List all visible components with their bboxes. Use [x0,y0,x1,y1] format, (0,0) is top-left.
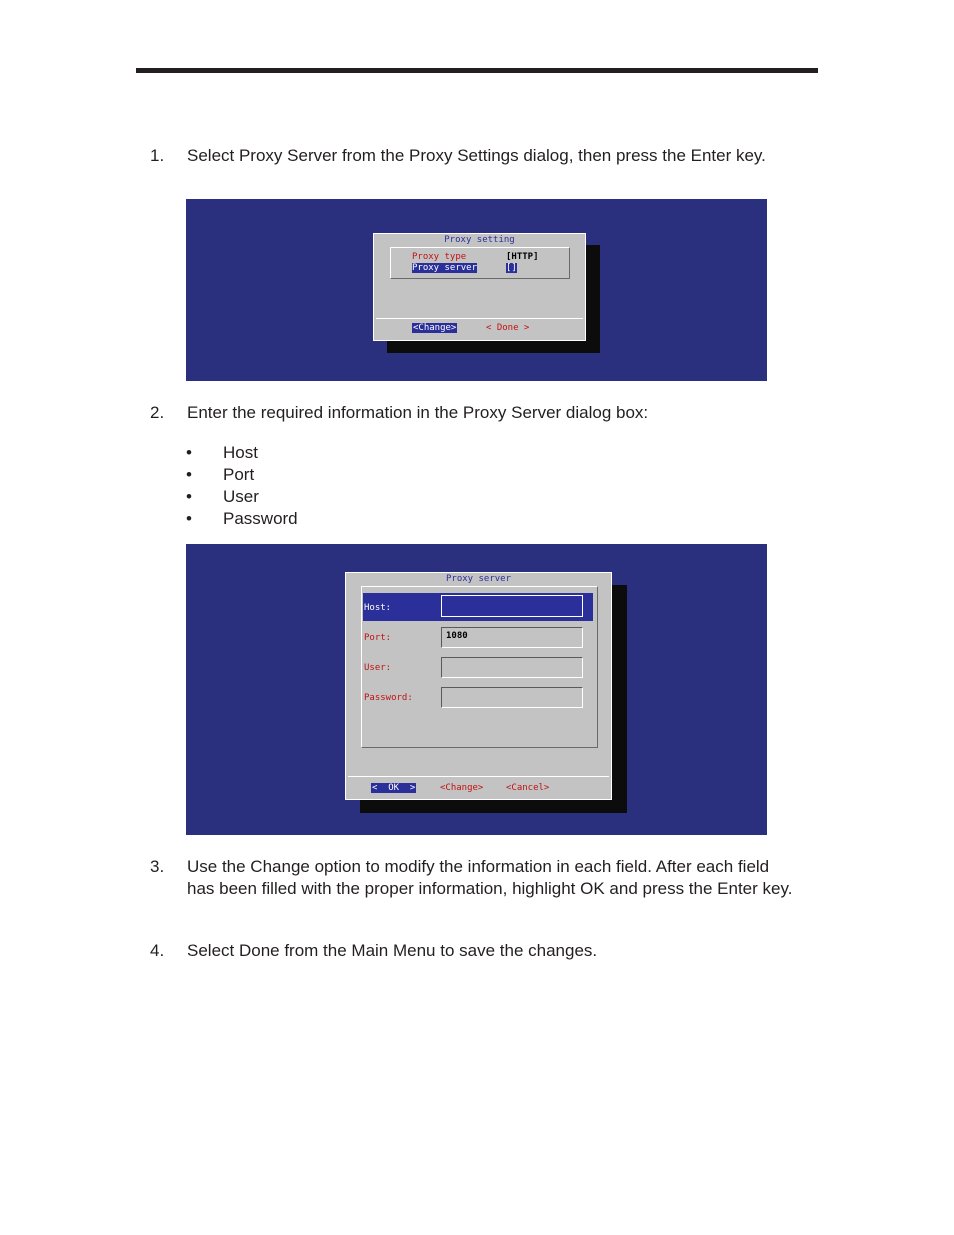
step-number: 3. [150,857,165,876]
list-item-text: User [223,487,259,506]
change-button[interactable]: <Change> [413,323,457,333]
proxy-type-value: [HTTP] [506,252,539,262]
done-button[interactable]: < Done > [486,323,530,333]
dialog-separator [376,318,583,319]
list-item [186,486,298,508]
step-number: 4. [150,941,165,960]
list-item-text: Host [223,443,258,462]
list-item [186,464,298,486]
proxy-server-dialog [345,572,612,800]
dialog-title: Proxy server [445,574,512,584]
bullet-mark: • [186,443,192,462]
step-text: Select Proxy Server from the Proxy Settings dialog, then press the Enter key. [187,146,766,165]
host-label: Host: [364,603,392,613]
user-input[interactable] [441,657,583,678]
step-number: 1. [150,146,165,165]
port-input[interactable]: 1080 [441,627,583,648]
bullet-mark: • [186,509,192,528]
proxy-server-screenshot [186,544,767,835]
proxy-server-label[interactable]: Proxy server [412,263,478,273]
header-rule [136,68,818,73]
step-text: Select Done from the Main Menu to save the changes. [187,941,598,960]
list-item-text: Port [223,465,255,484]
step-text: Enter the required information in the Proxy Server dialog box: [187,403,649,422]
list-item [186,508,298,530]
proxy-type-label[interactable]: Proxy type [412,252,467,262]
ok-button[interactable]: < OK > [372,783,416,793]
dialog-title: Proxy setting [444,235,515,245]
change-button[interactable]: <Change> [440,783,484,793]
port-label: Port: [364,633,392,643]
proxy-setting-dialog [373,233,586,341]
proxy-setting-screenshot [186,199,767,381]
host-input[interactable] [441,595,583,617]
dialog-separator [348,776,609,777]
cancel-button[interactable]: <Cancel> [506,783,550,793]
password-label: Password: [364,693,413,703]
proxy-server-value: [] [506,263,517,273]
list-item [186,442,298,464]
field-list [186,442,298,530]
user-label: User: [364,663,392,673]
password-input[interactable] [441,687,583,708]
bullet-mark: • [186,465,192,484]
bullet-mark: • [186,487,192,506]
step-text: Use the Change option to modify the information in each field. After each field has been filled with the proper information, highlight OK and press the Enter key. [187,857,793,898]
list-item-text: Password [223,509,298,528]
step-number: 2. [150,403,165,422]
